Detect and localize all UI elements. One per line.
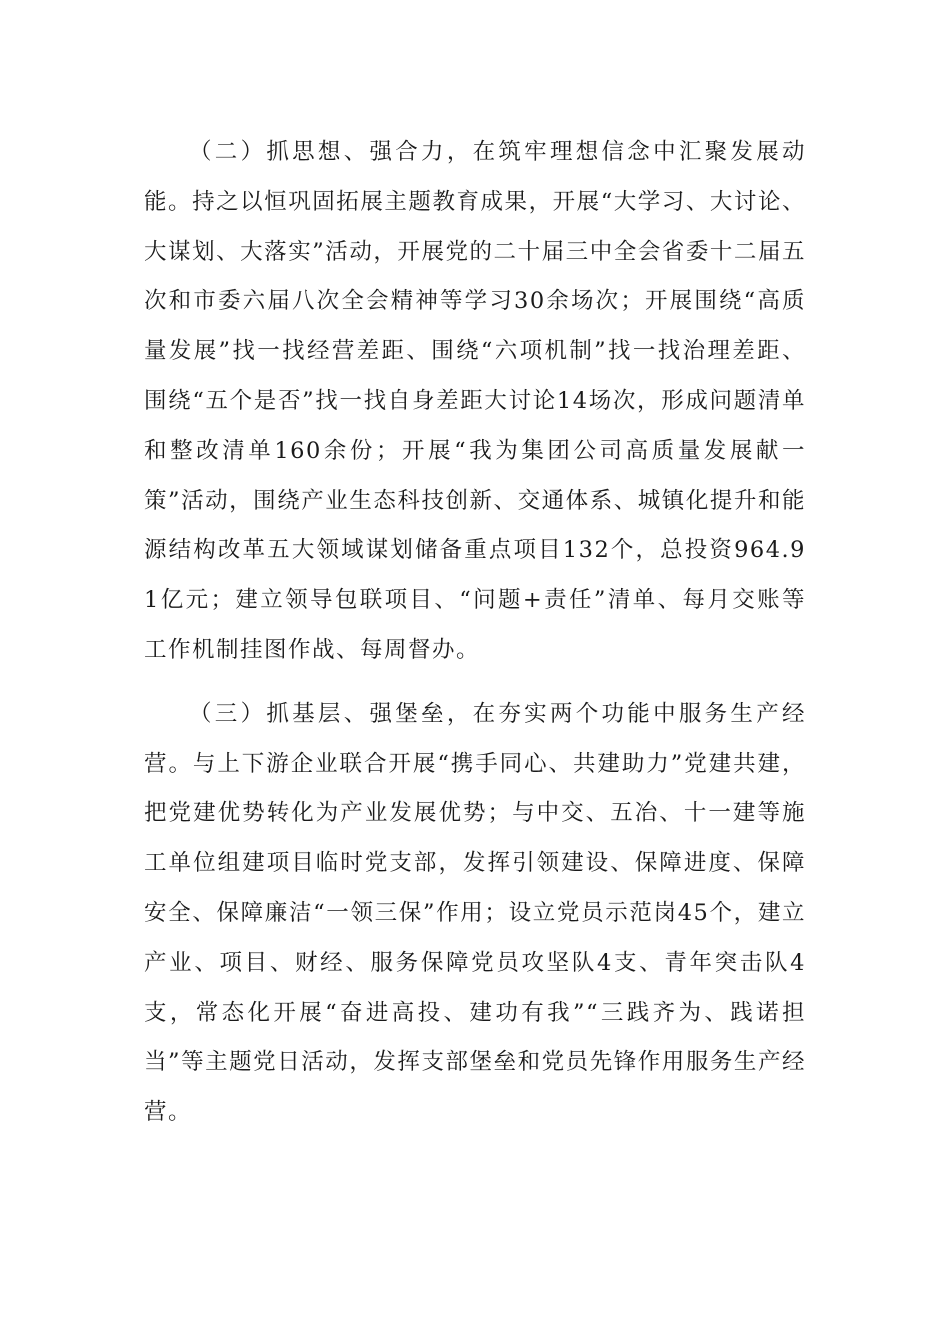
paragraph-section-two: （二）抓思想、强合力，在筑牢理想信念中汇聚发展动能。持之以恒巩固拓展主题教育成果，开展“大学习、大讨论、大谋划、大落实”活动，开展党的二十届三中全会省委十二届五次和市委六届八次全会精神等学习30余场次；开展围绕“高质量发展”找一找经营差距、围绕“六项机制”找一找治理差距、围绕“五个是否”找一找自身差距大讨论14场次，形成问题清单和整改清单160余份；开展“我为集团公司高质量发展献一策”活动，围绕产业生态科技创新、交通体系、城镇化提升和能源结构改革五大领域谋划储备重点项目132个，总投资964.91亿元；建立领导包联项目、“问题+责任”清单、每月交账等工作机制挂图作战、每周督办。 <box>144 139 806 663</box>
paragraph-section-three: （三）抓基层、强堡垒，在夯实两个功能中服务生产经营。与上下游企业联合开展“携手同心、共建助力”党建共建，把党建优势转化为产业发展优势；与中交、五冶、十一建等施工单位组建项目临时党支部，发挥引领建设、保障进度、保障安全、保障廉洁“一领三保”作用；设立党员示范岗45个，建立产业、项目、财经、服务保障党员攻坚队4支、青年突击队4支，常态化开展“奋进高投、建功有我”“三践齐为、践诺担当”等主题党日活动，发挥支部堡垒和党员先锋作用服务生产经营。 <box>144 700 806 1126</box>
document-body <box>144 128 806 1138</box>
